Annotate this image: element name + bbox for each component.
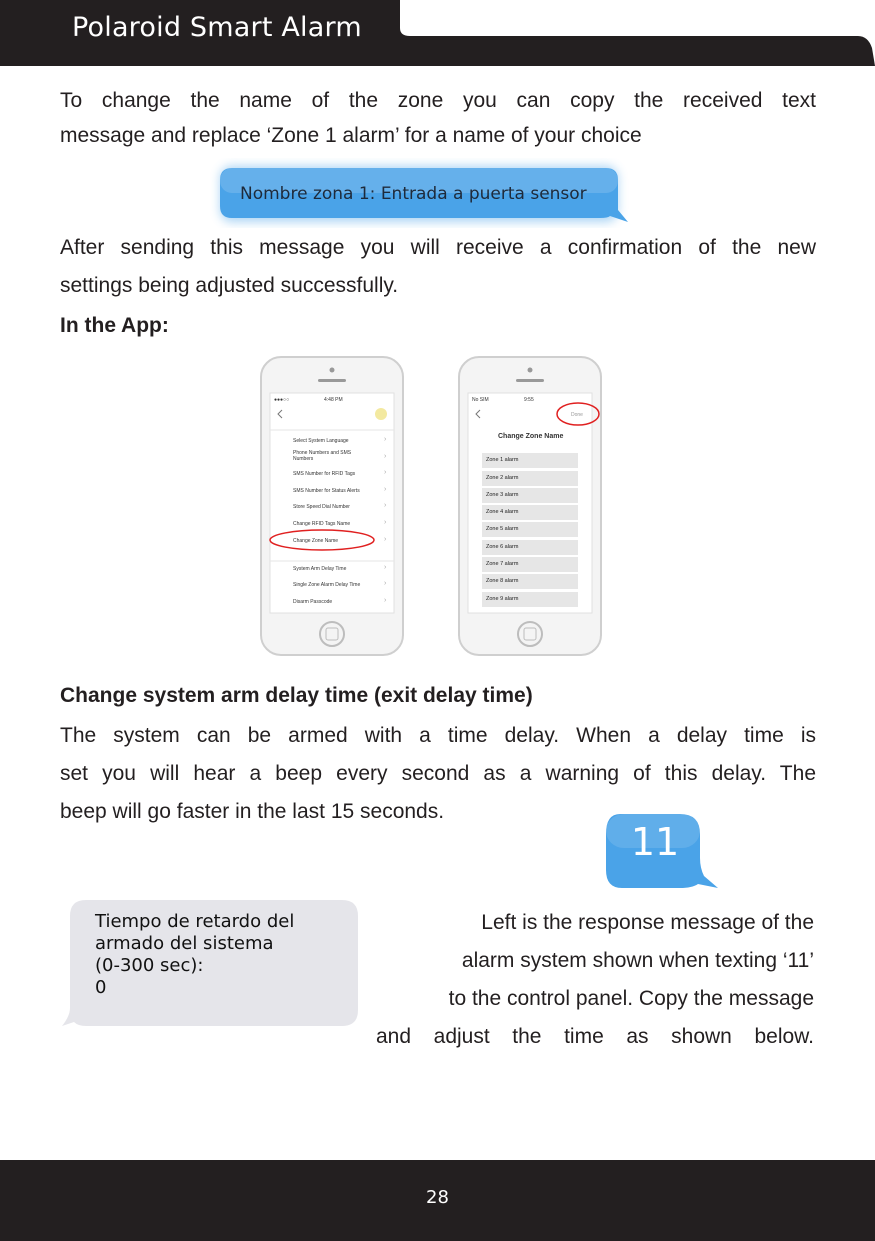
response-line-4: 0 — [95, 977, 107, 998]
page-number: 28 — [426, 1187, 449, 1208]
right-status-time: 9:55 — [524, 397, 534, 403]
zone-row[interactable]: Zone 3 alarm — [482, 488, 578, 503]
change-zone-title: Change Zone Name — [498, 433, 564, 440]
intro-line-1: To change the name of the zone you can copy the received text — [60, 89, 816, 112]
confirmation-line-1: After sending this message you will receive a confirmation of the new — [60, 236, 816, 259]
left-status-signal: ●●●○○ — [274, 397, 290, 403]
right-status-carrier: No SIM — [472, 397, 489, 403]
sms-bubble-text: Nombre zona 1: Entrada a puerta sensor — [240, 184, 587, 204]
menu-rfid-name[interactable]: Change RFID Tags Name — [293, 521, 351, 527]
zone-row[interactable]: Zone 7 alarm — [482, 557, 578, 572]
menu-single-zone-delay[interactable]: Single Zone Alarm Delay Time — [293, 582, 361, 588]
menu-speed-dial[interactable]: Store Speed Dial Number — [293, 504, 350, 510]
response-explanation — [376, 904, 814, 1056]
section-heading: Change system arm delay time (exit delay time) — [60, 684, 533, 707]
chevron-right-icon: › — [384, 580, 387, 587]
menu-select-language[interactable]: Select System Language — [293, 438, 349, 444]
highlight-circle-change-zone — [260, 356, 404, 656]
chevron-right-icon: › — [384, 469, 387, 476]
chevron-right-icon: › — [384, 436, 387, 443]
done-button[interactable]: Done — [571, 412, 583, 418]
confirmation-line-2: settings being adjusted successfully. — [60, 274, 399, 297]
chevron-right-icon: › — [384, 519, 387, 526]
app-heading: In the App: — [60, 314, 169, 337]
intro-line-2: message and replace ‘Zone 1 alarm’ for a name of your choice — [60, 124, 642, 147]
explanation-line-4: and adjust the time as shown below. — [376, 1025, 814, 1048]
explanation-line-1: Left is the response message of the — [481, 911, 814, 934]
phone-left — [260, 356, 404, 656]
menu-sms-rfid[interactable]: SMS Number for RFID Tags — [293, 471, 356, 477]
zone-row[interactable]: Zone 5 alarm — [482, 522, 578, 537]
explanation-line-3: to the control panel. Copy the message — [448, 987, 814, 1010]
chevron-right-icon: › — [384, 502, 387, 509]
zone-row[interactable]: Zone 4 alarm — [482, 505, 578, 520]
menu-disarm-passcode[interactable]: Disarm Passcode — [293, 599, 333, 605]
zone-row[interactable]: Zone 8 alarm — [482, 574, 578, 589]
response-line-2: armado del sistema — [95, 933, 274, 954]
left-status-time: 4:48 PM — [324, 397, 343, 403]
chevron-right-icon: › — [384, 486, 387, 493]
section-line-2: set you will hear a beep every second as a warning of this delay. The — [60, 762, 816, 785]
menu-phone-numbers[interactable]: Phone Numbers and SMS Numbers — [293, 450, 352, 462]
menu-sms-status[interactable]: SMS Number for Status Alerts — [293, 488, 360, 494]
chevron-right-icon: › — [384, 536, 387, 543]
menu-change-zone-name[interactable]: Change Zone Name — [293, 538, 339, 544]
chevron-right-icon: › — [384, 597, 387, 604]
chevron-right-icon: › — [384, 564, 387, 571]
zone-row[interactable]: Zone 9 alarm — [482, 592, 578, 607]
code-badge-number: 11 — [630, 820, 680, 864]
menu-arm-delay[interactable]: System Arm Delay Time — [293, 566, 347, 572]
header-title: Polaroid Smart Alarm — [72, 12, 362, 43]
response-line-3: (0-300 sec): — [95, 955, 204, 976]
zone-row[interactable]: Zone 1 alarm — [482, 453, 578, 468]
zone-row[interactable]: Zone 6 alarm — [482, 540, 578, 555]
response-line-1: Tiempo de retardo del — [95, 911, 295, 932]
explanation-line-2: alarm system shown when texting ‘11’ — [461, 949, 814, 972]
chevron-right-icon: › — [384, 453, 387, 460]
zone-row[interactable]: Zone 2 alarm — [482, 471, 578, 486]
section-line-3: beep will go faster in the last 15 seconds. — [60, 800, 445, 823]
section-line-1: The system can be armed with a time delay. When a delay time is — [60, 724, 816, 747]
page-header — [0, 0, 875, 66]
response-bubble-text — [95, 911, 294, 999]
